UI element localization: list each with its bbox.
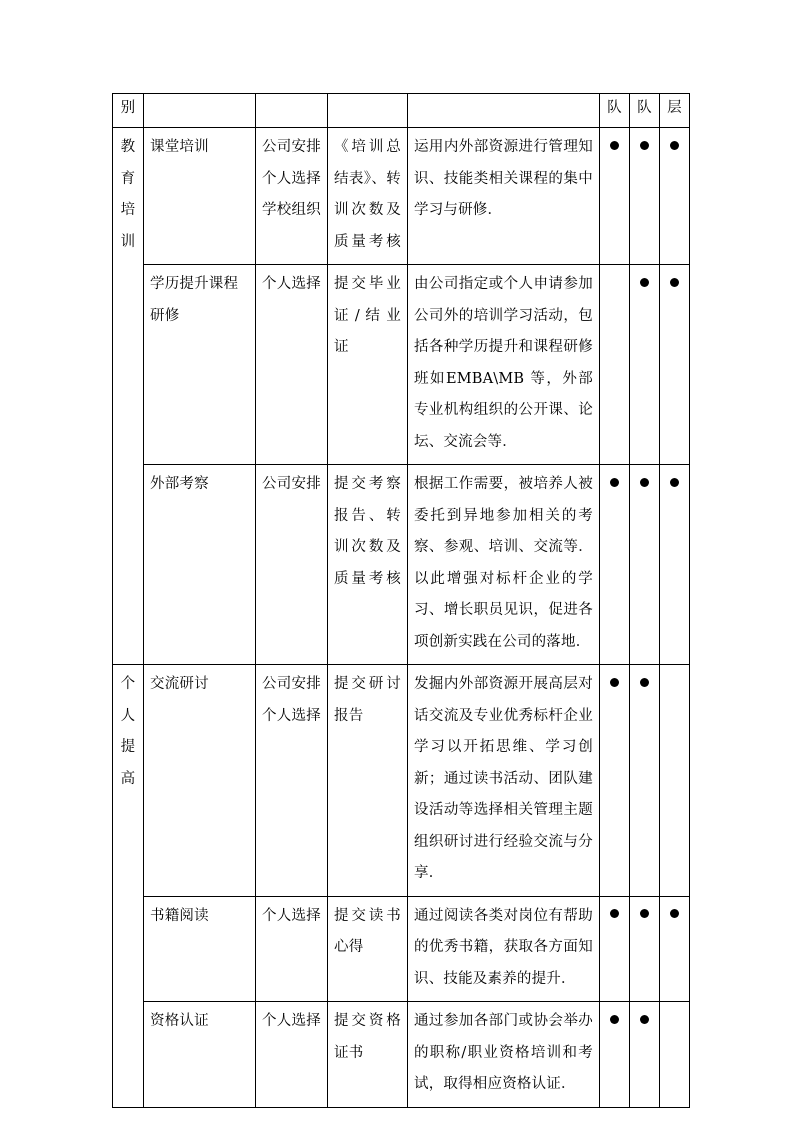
row-description-cell: 根据工作需要，被培养人被委托到异地参加相关的考察、参观、培训、交流等．以此增强对标杆企业的学习、增长职员见识，促进各项创新实践在公司的落地． <box>408 465 600 665</box>
bullet-marker-empty <box>670 1015 679 1024</box>
organizer-line: 个人选择 <box>262 170 321 187</box>
output-line: 提交读书 <box>334 907 401 924</box>
row-name-cell: 资格认证 <box>144 1002 256 1108</box>
output-line: 质量考核 <box>334 233 401 250</box>
row-description-cell: 运用内外部资源进行管理知识、技能类相关课程的集中学习与研修． <box>408 128 600 265</box>
category-char: 高 <box>120 770 136 787</box>
output-line: 提交资格 <box>334 1013 401 1029</box>
row-dot-cell-1 <box>600 128 630 265</box>
row-dot-cell-1 <box>600 665 630 897</box>
organizer-line: 公司安排 <box>262 139 321 155</box>
bullet-marker <box>610 909 619 918</box>
output-line: 提交研讨 <box>334 676 401 692</box>
table-row <box>113 896 690 1002</box>
row-organizer-cell <box>256 896 328 1002</box>
organizer-line: 公司安排 <box>262 476 321 492</box>
row-output-cell <box>328 665 408 897</box>
row-name-cell: 学历提升课程研修 <box>144 265 256 465</box>
table-row <box>113 128 690 265</box>
header-cell-name <box>144 94 256 128</box>
row-organizer-cell <box>256 128 328 265</box>
output-line: 报告、转 <box>334 507 401 524</box>
row-dot-cell-1 <box>600 1002 630 1108</box>
output-line: 提交毕业 <box>334 276 401 292</box>
category-char: 训 <box>120 233 136 250</box>
table-header-row <box>113 94 690 128</box>
organizer-line: 公司安排 <box>262 676 321 692</box>
output-line: 质量考核 <box>334 570 401 587</box>
bullet-marker-empty <box>610 278 619 287</box>
bullet-marker <box>640 141 649 150</box>
row-output-cell <box>328 1002 408 1108</box>
bullet-marker-empty <box>670 678 679 687</box>
row-name-cell: 课堂培训 <box>144 128 256 265</box>
organizer-line: 个人选择 <box>262 1013 321 1029</box>
table-row <box>113 1002 690 1108</box>
organizer-line: 学校组织 <box>262 202 321 218</box>
row-output-cell <box>328 465 408 665</box>
bullet-marker <box>610 1015 619 1024</box>
bullet-marker <box>640 478 649 487</box>
row-description-cell: 通过参加各部门或协会举办的职称/职业资格培训和考试，取得相应资格认证． <box>408 1002 600 1108</box>
row-dot-cell-2 <box>630 665 660 897</box>
output-line: 结表》、转 <box>334 170 401 187</box>
output-line: 提交考察 <box>334 476 401 492</box>
category-char: 个 <box>120 676 136 692</box>
row-name-cell: 交流研讨 <box>144 665 256 897</box>
row-dot-cell-2 <box>630 896 660 1002</box>
bullet-marker <box>610 478 619 487</box>
header-cell-category: 别 <box>113 94 144 128</box>
row-name-cell: 外部考察 <box>144 465 256 665</box>
organizer-line: 个人选择 <box>262 276 321 292</box>
output-line: 证 <box>334 339 349 355</box>
row-organizer-cell <box>256 265 328 465</box>
row-dot-cell-3 <box>660 265 690 465</box>
row-description-cell: 由公司指定或个人申请参加公司外的培训学习活动，包括各种学历提升和课程研修班如EMBA\MB 等，外部专业机构组织的公开课、论坛、交流会等． <box>408 265 600 465</box>
row-output-cell <box>328 128 408 265</box>
output-line: 证 / 结 业 <box>334 307 401 324</box>
row-dot-cell-2 <box>630 265 660 465</box>
row-dot-cell-1 <box>600 465 630 665</box>
output-line: 心得 <box>334 939 364 955</box>
row-output-cell <box>328 265 408 465</box>
training-methods-table <box>112 93 690 1108</box>
table-body <box>113 94 690 1108</box>
header-cell-dot1: 队 <box>600 94 630 128</box>
bullet-marker <box>670 141 679 150</box>
row-description-cell: 发掘内外部资源开展高层对话交流及专业优秀标杆企业学习以开拓思维、学习创新；通过读书活动、团队建设活动等选择相关管理主题组织研讨进行经验交流与分享． <box>408 665 600 897</box>
bullet-marker <box>610 141 619 150</box>
row-dot-cell-2 <box>630 128 660 265</box>
row-dot-cell-2 <box>630 465 660 665</box>
header-cell-organizer <box>256 94 328 128</box>
header-cell-dot3: 层 <box>660 94 690 128</box>
row-dot-cell-3 <box>660 128 690 265</box>
row-name-cell: 书籍阅读 <box>144 896 256 1002</box>
organizer-line: 个人选择 <box>262 707 321 724</box>
header-cell-dot2: 队 <box>630 94 660 128</box>
row-dot-cell-2 <box>630 1002 660 1108</box>
row-organizer-cell <box>256 465 328 665</box>
bullet-marker <box>670 278 679 287</box>
table-row <box>113 665 690 897</box>
row-organizer-cell <box>256 665 328 897</box>
group-category-cell <box>113 128 144 665</box>
output-line: 报告 <box>334 707 364 724</box>
bullet-marker <box>670 478 679 487</box>
row-dot-cell-3 <box>660 1002 690 1108</box>
output-line: 《培训总 <box>334 139 401 155</box>
row-dot-cell-3 <box>660 465 690 665</box>
output-line: 训次数及 <box>334 202 401 218</box>
group-category-cell <box>113 665 144 1108</box>
category-char: 育 <box>120 170 136 187</box>
category-char: 人 <box>120 707 136 724</box>
header-cell-output <box>328 94 408 128</box>
bullet-marker <box>640 1015 649 1024</box>
bullet-marker <box>640 678 649 687</box>
bullet-marker <box>670 909 679 918</box>
row-dot-cell-3 <box>660 896 690 1002</box>
category-vertical-text <box>115 132 141 258</box>
category-char: 教 <box>120 139 136 155</box>
bullet-marker <box>640 909 649 918</box>
table-row <box>113 265 690 465</box>
category-vertical-text <box>115 669 141 795</box>
row-dot-cell-3 <box>660 665 690 897</box>
output-line: 训次数及 <box>334 539 401 555</box>
row-dot-cell-1 <box>600 265 630 465</box>
organizer-line: 个人选择 <box>262 907 321 924</box>
bullet-marker <box>640 278 649 287</box>
row-output-cell <box>328 896 408 1002</box>
row-dot-cell-1 <box>600 896 630 1002</box>
output-line: 证书 <box>334 1044 364 1061</box>
row-description-cell: 通过阅读各类对岗位有帮助的优秀书籍，获取各方面知识、技能及素养的提升． <box>408 896 600 1002</box>
category-char: 提 <box>120 739 136 755</box>
category-char: 培 <box>120 202 136 218</box>
bullet-marker <box>610 678 619 687</box>
table-row <box>113 465 690 665</box>
row-organizer-cell <box>256 1002 328 1108</box>
header-cell-description <box>408 94 600 128</box>
